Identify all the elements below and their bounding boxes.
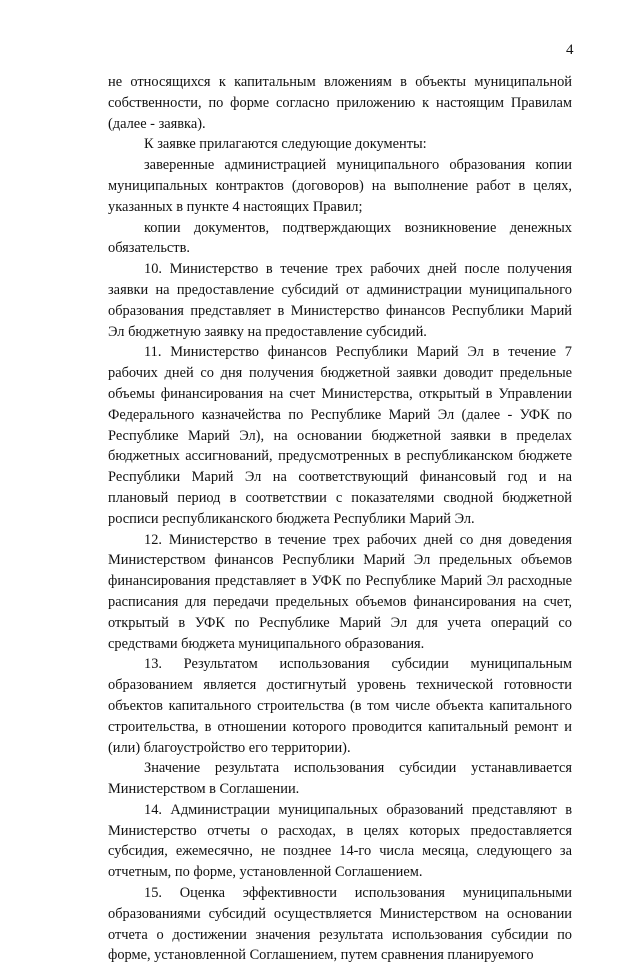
paragraph-contract-copies: заверенные администрацией муниципального образования копии муниципальных контрактов (договоров) на выполнение работ в целях, указанных в пункте 4 настоящих Правил; <box>108 157 572 215</box>
paragraph-continuation-applications: не относящихся к капитальным вложениям в объекты муниципальной собственности, по форме согласно приложению к настоящим Правилам (далее - заявка). <box>108 74 572 132</box>
paragraph-item-14: 14. Администрации муниципальных образований представляют в Министерство отчеты о расходах, в целях которых предоставляется субсидия, ежемесячно, не позднее 14-го числа месяца, следующего за отчетным, по форме, установленной Соглашением. <box>108 801 572 881</box>
paragraph-attached-documents: К заявке прилагаются следующие документы: <box>144 136 427 153</box>
paragraph-item-11: 11. Министерство финансов Республики Марий Эл в течение 7 рабочих дней со дня получения бюджетной заявки доводит предельные объемы финансирования на счет Министерства, открытый в Управлении Федерального казначейства по Республике Марий Эл (далее - УФК по Республике Марий Эл), на основании бюджетной заявки в пределах бюджетных ассигнований, предусмотренных в республиканском бюджете Республики Марий Эл на соответствующий финансовый год и на плановый период в соответствии с показателями сводной бюджетной росписи республиканского бюджета Республики Марий Эл. <box>108 344 572 527</box>
paragraph-obligation-copies: копии документов, подтверждающих возникновение денежных обязательств. <box>108 219 572 257</box>
paragraph-item-10: 10. Министерство в течение трех рабочих дней после получения заявки на предоставление субсидий от администрации муниципального образования представляет в Министерство финансов Республики Марий Эл бюджетную заявку на предоставление субсидий. <box>108 261 572 340</box>
document-body <box>108 72 572 966</box>
page-number: 4 <box>566 42 574 58</box>
paragraph-item-13: 13. Результатом использования субсидии муниципальным образованием является достигнутый уровень технической готовности объектов капитального строительства (в том числе объекта капитального строительства, в отношении которого проводится капитальный ремонт и (или) благоустройство его территории). <box>108 656 572 756</box>
paragraph-item-15: 15. Оценка эффективности использования муниципальными образованиями субсидий осуществляется Министерством на основании отчета о достижении значения результата использования субсидии по форме, установленной Соглашением, путем сравнения планируемого <box>108 885 572 964</box>
paragraph-item-12: 12. Министерство в течение трех рабочих дней со дня доведения Министерством финансов Республики Марий Эл предельных объемов финансирования представляет в УФК по Республике Марий Эл расходные расписания для передачи предельных объемов финансирования на счет, открытый в УФК по Республике Марий Эл для учета операций со средствами бюджета муниципального образования. <box>108 531 572 652</box>
paragraph-result-value: Значение результата использования субсидии устанавливается Министерством в Соглашении. <box>108 760 572 798</box>
